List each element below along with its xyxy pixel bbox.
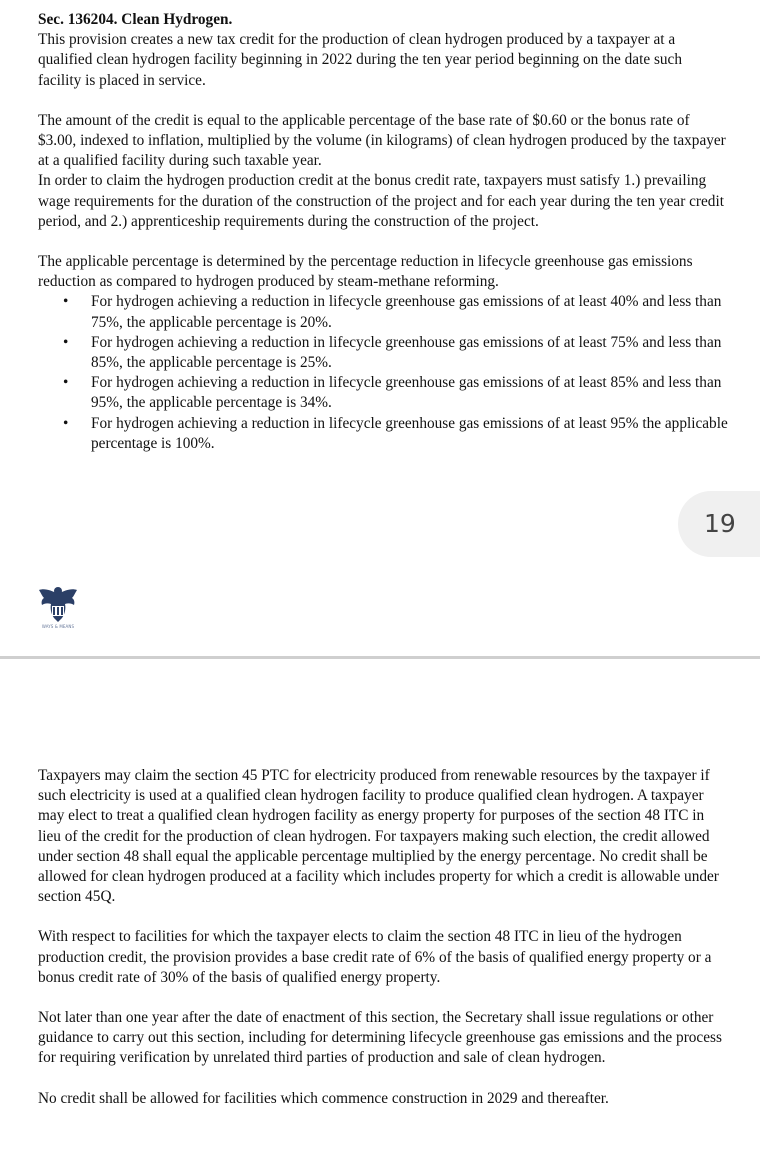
page-20-text	[38, 766, 728, 1109]
applicable-paragraph: The applicable percentage is determined by the percentage reduction in lifecycle greenhouse gas emissions reduction as compared to hydrogen produced by steam-methane reforming.	[38, 253, 693, 291]
bullet-icon: •	[63, 374, 69, 392]
bullet-icon: •	[63, 333, 69, 351]
percentage-list	[38, 292, 728, 454]
list-item: • For hydrogen achieving a reduction in lifecycle greenhouse gas emissions of at least 95% the applicable percentage is 100%.	[63, 414, 728, 452]
logo-caption: WAYS & MEANS	[41, 624, 75, 629]
intro-paragraph: This provision creates a new tax credit for the production of clean hydrogen produced by a taxpayer at a qualified clean hydrogen facility beginning in 2022 during the ten year period beginning on the date such facility is placed in service.	[38, 31, 682, 89]
page-divider	[0, 656, 760, 659]
list-item: • For hydrogen achieving a reduction in lifecycle greenhouse gas emissions of at least 75% and less than 85%, the applicable percentage is 25%.	[63, 333, 722, 372]
ptc-paragraph: Taxpayers may claim the section 45 PTC for electricity produced from renewable resources by the taxpayer if such electricity is used at a qualified clean hydrogen facility to produce qualified clean hydrogen. A taxpayer may elect to treat a qualified clean hydrogen facility as energy property for purposes of the section 48 ITC in lieu of the credit for the production of clean hydrogen. For taxpayers making such election, the credit allowed under section 48 shall equal the applicable percentage multiplied by the energy percentage. No credit shall be allowed for clean hydrogen produced at a facility which includes property for which a credit is allowable under section 45Q.	[38, 767, 719, 906]
amount-paragraph: The amount of the credit is equal to the applicable percentage of the base rate of $0.60 or the bonus rate of $3.00, indexed to inflation, multiplied by the volume (in kilograms) of clean hydrogen produced by the taxpayer at a qualified facility during such taxable year.	[38, 111, 726, 170]
list-item: • For hydrogen achieving a reduction in lifecycle greenhouse gas emissions of at least 85% and less than 95%, the applicable percentage is 34%.	[63, 374, 722, 412]
bonus-paragraph: In order to claim the hydrogen production credit at the bonus credit rate, taxpayers must satisfy 1.) prevailing wage requirements for the duration of the construction of the project and for each year during the ten year credit period, and 2.) apprenticeship requirements during the construction of the project.	[38, 172, 724, 230]
section-heading: Sec. 136204. Clean Hydrogen.	[38, 11, 233, 28]
regulations-paragraph: Not later than one year after the date of enactment of this section, the Secretary shall issue regulations or other guidance to carry out this section, including for determining lifecycle greenhouse gas emissions and the process for requiring verification by unrelated third parties of production and sale of clean hydrogen.	[38, 1009, 722, 1067]
itc-paragraph: With respect to facilities for which the taxpayer elects to claim the section 48 ITC in lieu of the hydrogen production credit, the provision provides a base credit rate of 6% of the basis of qualified energy property or a bonus credit rate of 30% of the basis of qualified energy property.	[38, 928, 712, 986]
list-item: • For hydrogen achieving a reduction in lifecycle greenhouse gas emissions of at least 40% and less than 75%, the applicable percentage is 20%.	[63, 293, 722, 331]
page-19-text	[38, 10, 728, 454]
deadline-paragraph: No credit shall be allowed for facilities which commence construction in 2029 and thereafter.	[38, 1089, 609, 1107]
bullet-icon: •	[63, 414, 69, 432]
page-number-badge: 19	[678, 491, 760, 557]
bullet-icon: •	[63, 293, 69, 311]
